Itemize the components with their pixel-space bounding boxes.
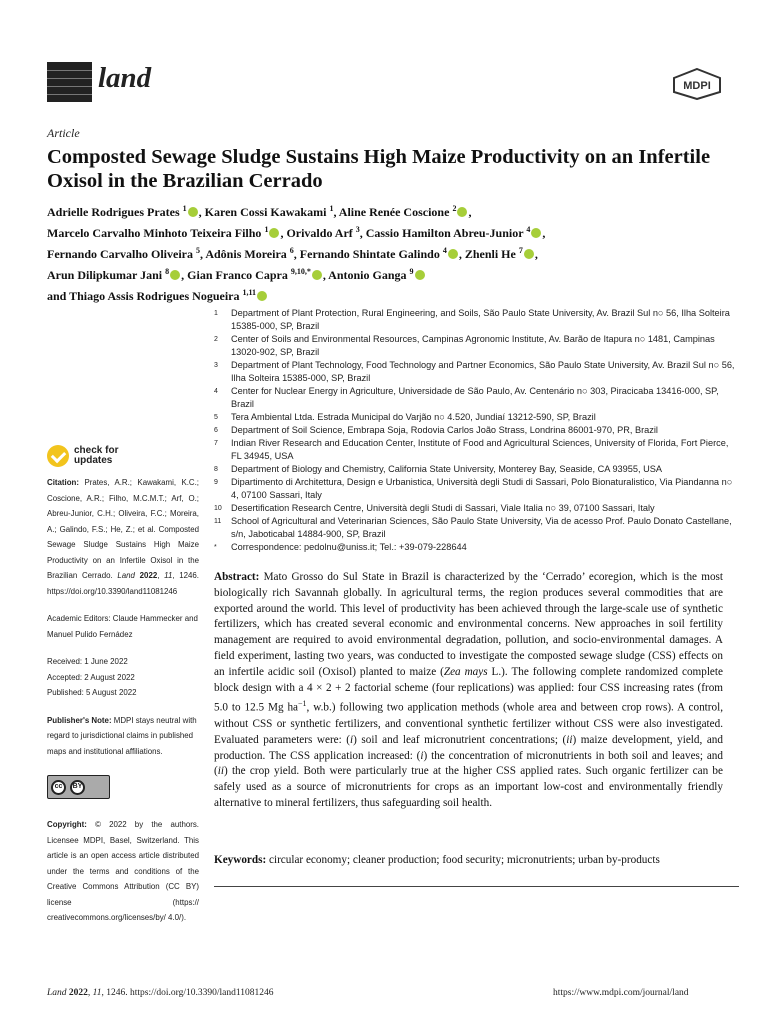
citation-volume: 11	[164, 571, 173, 580]
author-separator: ,	[468, 205, 472, 219]
author	[47, 268, 187, 282]
author-affiliation-number: 1	[182, 204, 187, 213]
author-name: Cassio Hamilton Abreu-Junior	[365, 226, 524, 240]
journal-logo-icon	[47, 62, 92, 102]
abstract-text: Mato Grosso do Sul State in Brazil is characterized by the ‘Cerrado’ ecoregion, which is the most biologically rich Savannah globally. In agricultural terms, the region produces several commodities that are exported around the world. This level of productivity has been achieved through the large-scale use of synthetic fertilizers, which has created several economic and environmental concerns. New approaches in soil fertility management are required to avoid environmental degradation, pollution, and socio-environmental damages. A field experiment, lasting two years, was conducted to investigate the composted sewage sludge (CSS) effects on an infertile acidic soil (Oxisol) planted to maize (	[214, 571, 724, 678]
affiliation-item	[214, 411, 739, 424]
author-name: Adônis Moreira	[205, 247, 287, 261]
affiliation-item	[214, 515, 739, 541]
affiliation-item	[214, 424, 739, 437]
keywords-label: Keywords:	[214, 854, 267, 866]
affiliation-text: Department of Soil Science, Embrapa Soja, Rodovia Carlos João Strass, Londrina 86001-970, PR, Brazil	[231, 425, 658, 435]
author-affiliation-number: 1	[264, 225, 269, 234]
abstract-text: ) the crop yield. Both were particularly true at the higher CSS applied rates. Such organic fertilizer can be safely used as a source of micronutrients for crops as an important low-cost and environmentally friendly alternative to mineral fertilizers, thus safeguarding soil health.	[214, 765, 723, 809]
keywords-divider	[214, 886, 739, 887]
copyright-text: © 2022 by the authors. Licensee MDPI, Basel, Switzerland. This article is an open access article distributed under the terms and conditions of the Creative Commons Attribution (CC BY) license (https:// creativecommons.org/licenses/by/ 4.0/).	[47, 820, 199, 922]
species-name: Zea mays	[443, 665, 488, 678]
author-separator: ,	[542, 226, 546, 240]
author-affiliation-number: 9	[409, 267, 414, 276]
by-icon: BY	[70, 780, 85, 795]
cc-icon: cc	[51, 780, 66, 795]
affiliation-number: 3	[214, 362, 218, 369]
affiliation-number: 10	[214, 505, 222, 512]
footer-journal-url[interactable]: https://www.mdpi.com/journal/land	[553, 988, 689, 998]
list-marker: i	[420, 749, 424, 762]
affiliation-item	[214, 502, 739, 515]
author-affiliation-number: 7	[518, 246, 523, 255]
affiliation-text: Tera Ambiental Ltda. Estrada Municipal do Varjão n○ 4.520, Jundiaí 13212-590, SP, Brazil	[231, 412, 596, 422]
author-affiliation-number: 9,10,*	[290, 267, 311, 276]
author-affiliation-number: 4	[526, 225, 531, 234]
footer-volume: 11	[92, 988, 102, 998]
orcid-icon[interactable]	[269, 228, 279, 238]
affiliation-number: 6	[214, 427, 218, 434]
author-affiliation-number: 6	[289, 246, 294, 255]
author	[47, 205, 205, 219]
author-name: Karen Cossi Kawakami	[204, 205, 327, 219]
author-separator: ,	[458, 247, 465, 261]
orcid-icon[interactable]	[531, 228, 541, 238]
affiliation-number: 1	[214, 310, 218, 317]
author	[300, 247, 465, 261]
publishers-note	[47, 713, 199, 760]
author-affiliation-number: 5	[196, 246, 200, 255]
affiliation-item	[214, 463, 739, 476]
mdpi-logo-icon	[672, 68, 722, 100]
academic-editors: Academic Editors: Claude Hammecker and Manuel Pulido Fernádez	[47, 614, 198, 639]
author-list	[47, 200, 737, 305]
abstract-text: ) maize development, yield, and production. The CSS application increased: (	[214, 733, 723, 762]
author-name: Antonio Ganga	[328, 268, 407, 282]
abstract-label: Abstract:	[214, 571, 260, 583]
affiliations	[214, 307, 739, 554]
author	[205, 205, 339, 219]
author-name: Fernando Shintate Galindo	[299, 247, 440, 261]
copyright	[47, 817, 199, 926]
list-marker: ii	[566, 733, 573, 746]
affiliation-number: 2	[214, 336, 218, 343]
check-updates-line1: check for	[74, 445, 119, 456]
list-marker: ii	[217, 765, 224, 778]
unit-superscript: −1	[298, 699, 307, 709]
cc-by-license-icon[interactable]	[47, 775, 110, 799]
affiliation-item	[214, 437, 739, 463]
author	[339, 205, 472, 219]
author-separator: ,	[200, 247, 206, 261]
affiliation-number: 4	[214, 388, 218, 395]
author-affiliation-number: 8	[165, 267, 170, 276]
author-affiliation-number: 1	[329, 204, 334, 213]
author-affiliation-number: 4	[442, 246, 447, 255]
orcid-icon[interactable]	[457, 207, 467, 217]
publishers-note-label: Publisher's Note:	[47, 715, 112, 725]
published-date: Published: 5 August 2022	[47, 688, 137, 697]
author-affiliation-number: 3	[355, 225, 360, 234]
citation-journal: Land	[117, 571, 135, 580]
affiliation-number: 11	[214, 518, 222, 525]
author-name: Aline Renée Coscione	[338, 205, 450, 219]
journal-name: land	[98, 62, 152, 94]
author-separator: ,	[534, 247, 538, 261]
author-name: Gian Franco Capra	[187, 268, 288, 282]
orcid-icon[interactable]	[415, 270, 425, 280]
orcid-icon[interactable]	[312, 270, 322, 280]
affiliation-number: 5	[214, 414, 218, 421]
affiliation-number: 7	[214, 440, 218, 447]
abstract-text: L.). The following complete randomized complete block design with a 4 × 2 + 2 factorial scheme (four replications) was applied: four CSS increasing rates (from 5.0 to 12.5 Mg ha	[214, 665, 723, 715]
footer-doi[interactable]: , 1246. https://doi.org/10.3390/land11081246	[101, 988, 274, 998]
copyright-label: Copyright:	[47, 820, 87, 829]
orcid-icon[interactable]	[257, 291, 267, 301]
affiliation-text: School of Agricultural and Veterinarian Sciences, São Paulo State University, Via de acesso Prof. Paulo Donato Castellane, s/n, Jaboticabal 14884-900, SP, Brazil	[231, 516, 732, 539]
orcid-icon[interactable]	[524, 249, 534, 259]
publisher-name: MDPI	[683, 80, 711, 92]
author	[205, 247, 299, 261]
author-separator: ,	[293, 247, 300, 261]
affiliation-item	[214, 476, 739, 502]
check-for-updates-button[interactable]	[47, 445, 199, 467]
received-date: Received: 1 June 2022	[47, 657, 128, 666]
article-type: Article	[47, 126, 80, 140]
author	[47, 289, 268, 303]
orcid-icon[interactable]	[188, 207, 198, 217]
affiliation-text: Department of Plant Protection, Rural Engineering, and Soils, São Paulo State University, Av. Brazil Sul n○ 56, Ilha Solteira 15385-000, SP, Brazil	[231, 308, 730, 331]
keywords-text: circular economy; cleaner production; food security; micronutrients; urban by-products	[269, 854, 660, 866]
author-separator: ,	[198, 205, 205, 219]
author-separator: ,	[359, 226, 366, 240]
author-separator: ,	[181, 268, 188, 282]
author	[47, 226, 286, 240]
citation-label: Citation:	[47, 478, 79, 487]
affiliation-item	[214, 385, 739, 411]
affiliation-number: 8	[214, 466, 218, 473]
author-name: Fernando Carvalho Oliveira	[47, 247, 193, 261]
author-name: Zhenli He	[464, 247, 516, 261]
author-name: Adrielle Rodrigues Prates	[47, 205, 180, 219]
affiliation-item	[214, 333, 739, 359]
author	[47, 247, 205, 261]
affiliation-number: 9	[214, 479, 218, 486]
orcid-icon[interactable]	[170, 270, 180, 280]
list-marker: i	[350, 733, 354, 746]
footer-year: 2022	[68, 988, 88, 998]
check-updates-icon	[47, 445, 69, 467]
author-name: Orivaldo Arf	[286, 226, 353, 240]
abstract-text: , w.b.) following two application methods (whole area and between crop rows). A control, without CSS or synthetic fertilizers, and conventional synthetic fertilizer without CSS were also investigated. Evaluated parameters were: (	[214, 702, 723, 746]
citation-year: 2022	[139, 571, 158, 580]
citation-doi[interactable]: , 1246. https://doi.org/10.3390/land11081246	[47, 571, 199, 596]
footer-citation: Land 2022, 11, 1246. https://doi.org/10.3390/land11081246	[47, 988, 274, 998]
author-separator: ,	[280, 226, 287, 240]
footer-journal: Land	[47, 988, 67, 998]
affiliation-item	[214, 359, 739, 385]
affiliation-number: *	[214, 544, 217, 551]
author	[366, 226, 546, 240]
author-name: and Thiago Assis Rodrigues Nogueira	[47, 289, 240, 303]
affiliation-text: Dipartimento di Architettura, Design e Urbanistica, Università degli Studi di Sassari, Polo Bionaturalistico, Via Piandanna n○ 4, 07100 Sassari, Italy	[231, 477, 733, 500]
affiliation-item	[214, 541, 739, 554]
author	[286, 226, 365, 240]
affiliation-item	[214, 307, 739, 333]
author	[328, 268, 425, 282]
affiliation-text: Desertification Research Centre, Università degli Studi di Sassari, Viale Italia n○ 39, 07100 Sassari, Italy	[231, 503, 655, 513]
author-name: Arun Dilipkumar Jani	[47, 268, 163, 282]
author	[187, 268, 328, 282]
abstract	[214, 570, 723, 812]
affiliation-text: Department of Biology and Chemistry, California State University, Monterey Bay, Seaside, CA 93955, USA	[231, 464, 662, 474]
keywords	[214, 853, 739, 868]
author-separator: ,	[333, 205, 339, 219]
citation: Citation: Prates, A.R.; Kawakami, K.C.; Coscione, A.R.; Filho, M.C.M.T.; Arf, O.; Abreu-Junior, C.H.; Oliveira, F.C.; Moreira, A.; Galindo, F.S.; He, Z.; et al. Composted Sewage Sludge Sustains High Maize Productivity on an Infertile Oxisol in the Brazilian Cerrado. Land 2022, 11, 1246. https://doi.org/10.3390/land11081246	[47, 478, 199, 596]
orcid-icon[interactable]	[448, 249, 458, 259]
paper-title: Composted Sewage Sludge Sustains High Maize Productivity on an Infertile Oxisol in the Brazilian Cerrado	[47, 146, 711, 192]
author-affiliation-number: 1,11	[242, 288, 257, 297]
author-name: Marcelo Carvalho Minhoto Teixeira Filho	[47, 226, 262, 240]
abstract-text: ) the concentration of micronutrients in both soil and leaves; and (	[214, 749, 723, 778]
abstract-text: ) soil and leaf micronutrient concentrations; (	[353, 733, 567, 746]
check-updates-line2: updates	[74, 455, 113, 466]
author	[465, 247, 538, 261]
affiliation-text: Center for Nuclear Energy in Agriculture, Universidade de São Paulo, Av. Centenário n○ 303, Piracicaba 13416-000, SP, Brazil	[231, 386, 719, 409]
author-affiliation-number: 2	[452, 204, 457, 213]
author-separator: ,	[322, 268, 329, 282]
accepted-date: Accepted: 2 August 2022	[47, 672, 135, 682]
affiliation-text: Department of Plant Technology, Food Technology and Partner Economics, São Paulo State University, Av. Brazil Sul n○ 56, Ilha Solteira 15385-000, SP, Brazil	[231, 360, 735, 383]
citation-authors: Prates, A.R.; Kawakami, K.C.; Coscione, A.R.; Filho, M.C.M.T.; Arf, O.; Abreu-Junior, C.H.; Oliveira, F.C.; Moreira, A.; Galindo, F.S.; He, Z.; et al. Composted Sewage Sludge Sustains High Maize Productivity on an Infertile Oxisol in the Brazilian Cerrado.	[47, 478, 199, 580]
publishers-note-text: MDPI stays neutral with regard to jurisdictional claims in published maps and institutional affiliations.	[47, 715, 197, 756]
affiliation-text: Correspondence: pedolnu@uniss.it; Tel.: +39-079-228644	[231, 542, 467, 552]
sidebar	[47, 445, 199, 926]
affiliation-text: Indian River Research and Education Center, Institute of Food and Agricultural Sciences, University of Florida, Fort Pierce, FL 34945, USA	[231, 438, 729, 461]
affiliation-text: Center of Soils and Environmental Resources, Campinas Agronomic Institute, Av. Barão de Itapura n○ 1481, Campinas 13020-902, SP, Brazil	[231, 334, 715, 357]
